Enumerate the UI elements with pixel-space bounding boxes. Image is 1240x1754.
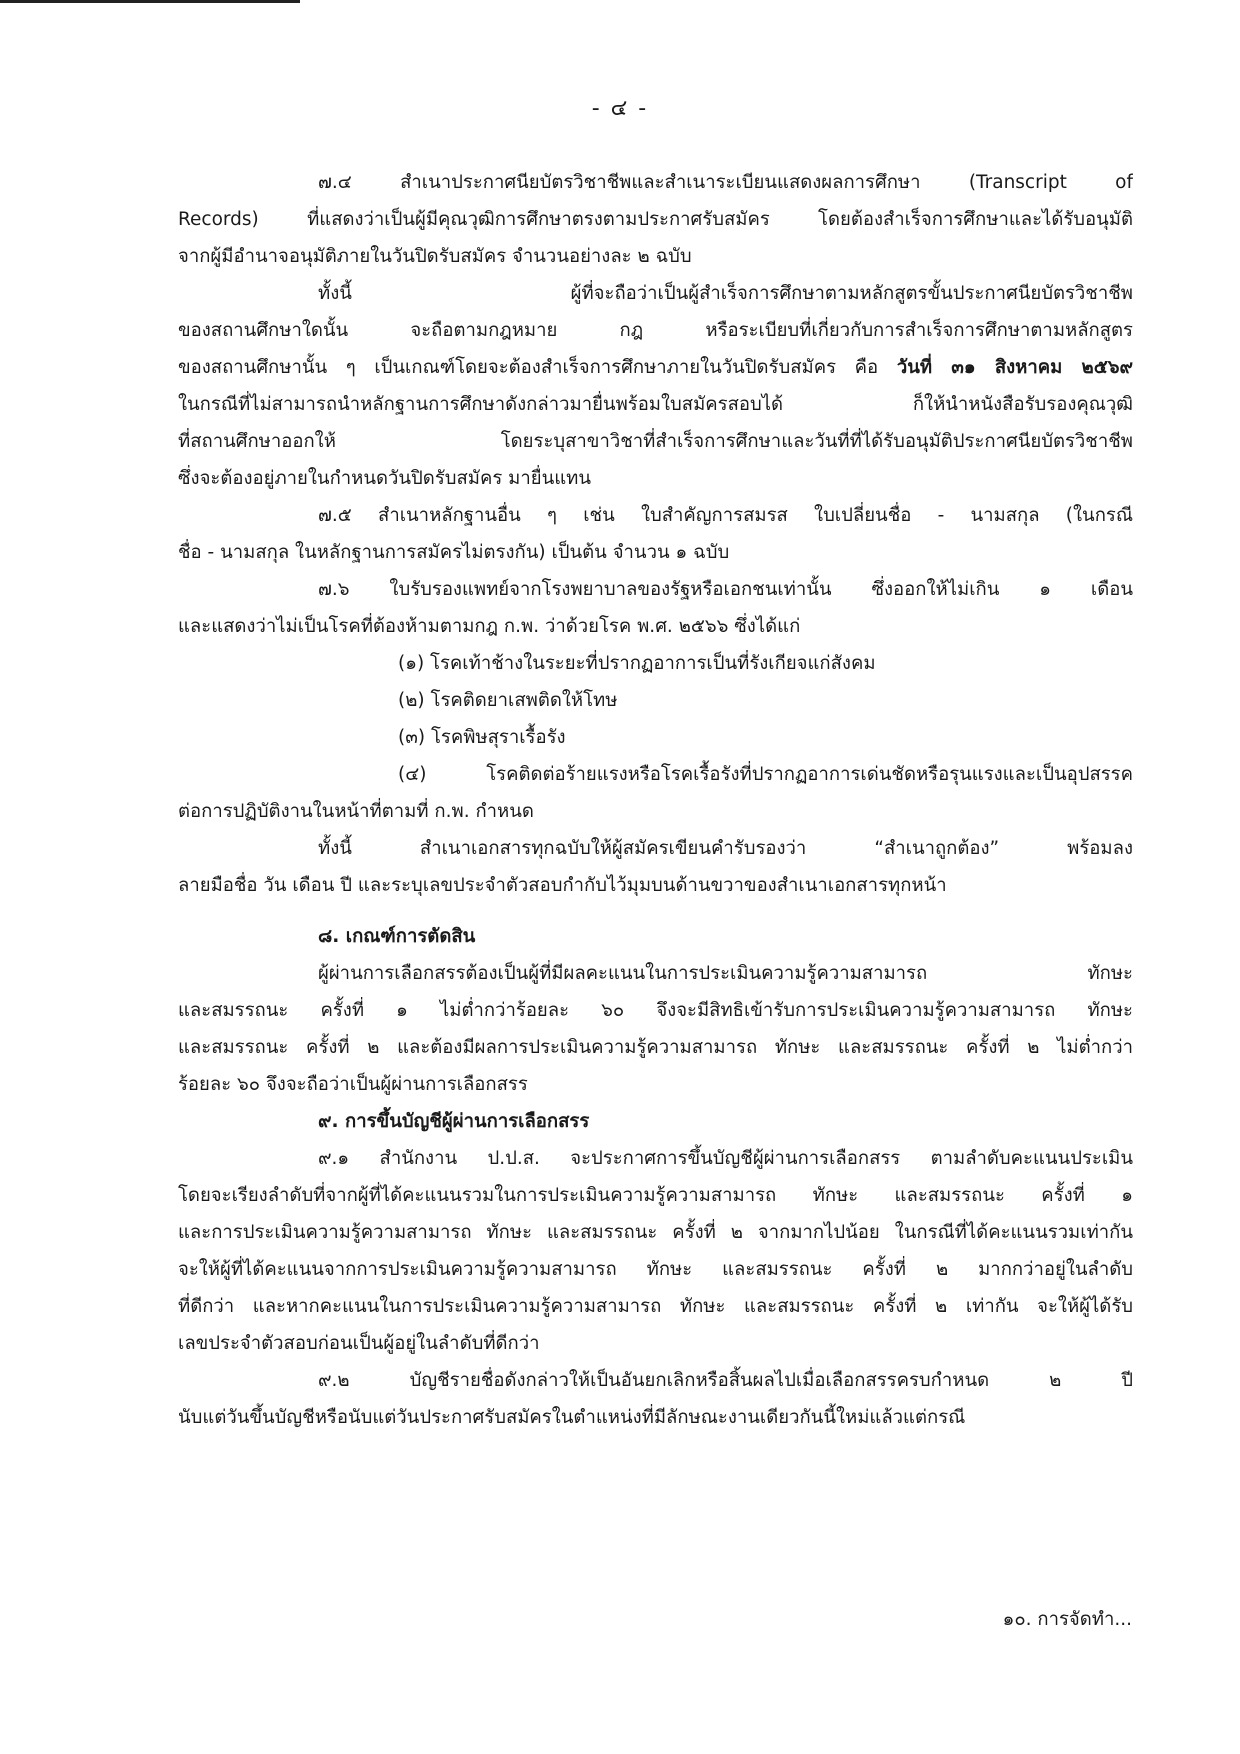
text-line: ทั้งนี้ สำเนาเอกสารทุกฉบับให้ผู้สมัครเขียนคำรับรองว่า “สำเนาถูกต้อง” พร้อมลง	[318, 838, 1133, 859]
paragraph-7-5	[178, 497, 1133, 571]
paragraph-7-4-note	[178, 275, 1133, 497]
text-line: ในกรณีที่ไม่สามารถนำหลักฐานการศึกษาดังกล่าวมายื่นพร้อมใบสมัครสอบได้ ก็ให้นำหนังสือรับรองคุณวุฒิ	[178, 394, 1133, 415]
text-line: ๙.๒ บัญชีรายชื่อดังกล่าวให้เป็นอันยกเลิกหรือสิ้นผลไปเมื่อเลือกสรรครบกำหนด ๒ ปี	[318, 1370, 1133, 1391]
text-line: นับแต่วันขึ้นบัญชีหรือนับแต่วันประกาศรับสมัครในตำแหน่งที่มีลักษณะงานเดียวกันนี้ใหม่แล้วแต่กรณี	[178, 1407, 966, 1428]
text-line: ที่ดีกว่า และหากคะแนนในการประเมินความรู้ความสามารถ ทักษะ และสมรรถนะ ครั้งที่ ๒ เท่ากัน จะให้ผู้ได้รับ	[178, 1296, 1133, 1317]
deadline-date: วันที่ ๓๑ สิงหาคม ๒๕๖๙	[896, 357, 1133, 378]
paragraph-7-6	[178, 571, 1133, 830]
next-page-reference: ๑๐. การจัดทำ...	[1002, 1609, 1132, 1630]
document-body	[178, 164, 1133, 1436]
text-line	[178, 349, 1133, 386]
text-line: ที่สถานศึกษาออกให้ โดยระบุสาขาวิชาที่สำเร็จการศึกษาและวันที่ที่ได้รับอนุมัติประกาศนียบัตรวิชาชีพ	[178, 431, 1133, 452]
text-line: โดยจะเรียงลำดับที่จากผู้ที่ได้คะแนนรวมในการประเมินความรู้ความสามารถ ทักษะ และสมรรถนะ ครั้งที่ ๑	[178, 1185, 1133, 1206]
page-number: - ๔ -	[591, 96, 649, 121]
text-line: เลขประจำตัวสอบก่อนเป็นผู้อยู่ในลำดับที่ดีกว่า	[178, 1333, 540, 1354]
text-line: ๗.๕ สำเนาหลักฐานอื่น ๆ เช่น ใบสำคัญการสมรส ใบเปลี่ยนชื่อ - นามสกุล (ในกรณี	[318, 505, 1133, 526]
disease-item: (๒) โรคติดยาเสพติดให้โทษ	[398, 690, 618, 711]
disease-item: (๑) โรคเท้าช้างในระยะที่ปรากฏอาการเป็นที่รังเกียจแก่สังคม	[398, 653, 876, 674]
text-line: ร้อยละ ๖๐ จึงจะถือว่าเป็นผู้ผ่านการเลือกสรร	[178, 1074, 528, 1095]
text-line: ของสถานศึกษาใดนั้น จะถือตามกฎหมาย กฎ หรือระเบียบที่เกี่ยวกับการสำเร็จการศึกษาตามหลักสูตร	[178, 320, 1133, 341]
text-line: และสมรรถนะ ครั้งที่ ๒ และต้องมีผลการประเมินความรู้ความสามารถ ทักษะ และสมรรถนะ ครั้งที่ ๒ ไม่ต่ำกว่า	[178, 1037, 1133, 1058]
text-line: และสมรรถนะ ครั้งที่ ๑ ไม่ต่ำกว่าร้อยละ ๖๐ จึงจะมีสิทธิเข้ารับการประเมินความรู้ความสามารถ ทักษะ	[178, 1000, 1133, 1021]
section-heading: ๘. เกณฑ์การตัดสิน	[318, 926, 476, 947]
text-line: จะให้ผู้ที่ได้คะแนนจากการประเมินความรู้ความสามารถ ทักษะ และสมรรถนะ ครั้งที่ ๒ มากกว่าอยู่ในลำดับ	[178, 1259, 1133, 1280]
section-heading: ๙. การขึ้นบัญชีผู้ผ่านการเลือกสรร	[318, 1111, 590, 1132]
text-line: จากผู้มีอำนาจอนุมัติภายในวันปิดรับสมัคร จำนวนอย่างละ ๒ ฉบับ	[178, 246, 692, 267]
text-span: ของสถานศึกษานั้น ๆ เป็นเกณฑ์โดยจะต้องสำเร็จการศึกษาภายในวันปิดรับสมัคร คือ	[178, 357, 897, 378]
text-line: ลายมือชื่อ วัน เดือน ปี และระบุเลขประจำตัวสอบกำกับไว้มุมบนด้านขวาของสำเนาเอกสารทุกหน้า	[178, 875, 947, 896]
text-line: และแสดงว่าไม่เป็นโรคที่ต้องห้ามตามกฎ ก.พ. ว่าด้วยโรค พ.ศ. ๒๕๖๖ ซึ่งได้แก่	[178, 616, 801, 637]
paragraph-7-4	[178, 164, 1133, 275]
text-line: ๗.๖ ใบรับรองแพทย์จากโรงพยาบาลของรัฐหรือเอกชนเท่านั้น ซึ่งออกให้ไม่เกิน ๑ เดือน	[318, 579, 1133, 600]
paragraph-7-note	[178, 830, 1133, 904]
scan-edge-line	[0, 0, 300, 3]
text-line: ๙.๑ สำนักงาน ป.ป.ส. จะประกาศการขึ้นบัญชีผู้ผ่านการเลือกสรร ตามลำดับคะแนนประเมิน	[318, 1148, 1133, 1169]
section-8	[178, 918, 1133, 1103]
text-line: ซึ่งจะต้องอยู่ภายในกำหนดวันปิดรับสมัคร มายื่นแทน	[178, 468, 592, 489]
text-line: ชื่อ - นามสกุล ในหลักฐานการสมัครไม่ตรงกัน) เป็นต้น จำนวน ๑ ฉบับ	[178, 542, 730, 563]
text-line: ต่อการปฏิบัติงานในหน้าที่ตามที่ ก.พ. กำหนด	[178, 801, 534, 822]
disease-item: (๔) โรคติดต่อร้ายแรงหรือโรคเรื้อรังที่ปรากฏอาการเด่นชัดหรือรุนแรงและเป็นอุปสรรค	[398, 764, 1133, 785]
text-line: ผู้ผ่านการเลือกสรรต้องเป็นผู้ที่มีผลคะแนนในการประเมินความรู้ความสามารถ ทักษะ	[318, 963, 1133, 984]
text-line: ๗.๔ สำเนาประกาศนียบัตรวิชาชีพและสำเนาระเบียนแสดงผลการศึกษา (Transcript of	[318, 172, 1133, 193]
text-line: ทั้งนี้ ผู้ที่จะถือว่าเป็นผู้สำเร็จการศึกษาตามหลักสูตรขั้นประกาศนียบัตรวิชาชีพ	[318, 283, 1133, 304]
text-line: Records) ที่แสดงว่าเป็นผู้มีคุณวุฒิการศึกษาตรงตามประกาศรับสมัคร โดยต้องสำเร็จการศึกษาและได้รับอนุมัติ	[178, 209, 1133, 230]
text-line: และการประเมินความรู้ความสามารถ ทักษะ และสมรรถนะ ครั้งที่ ๒ จากมากไปน้อย ในกรณีที่ได้คะแนนรวมเท่ากัน	[178, 1222, 1133, 1243]
section-9	[178, 1103, 1133, 1436]
disease-item: (๓) โรคพิษสุราเรื้อรัง	[398, 727, 566, 748]
